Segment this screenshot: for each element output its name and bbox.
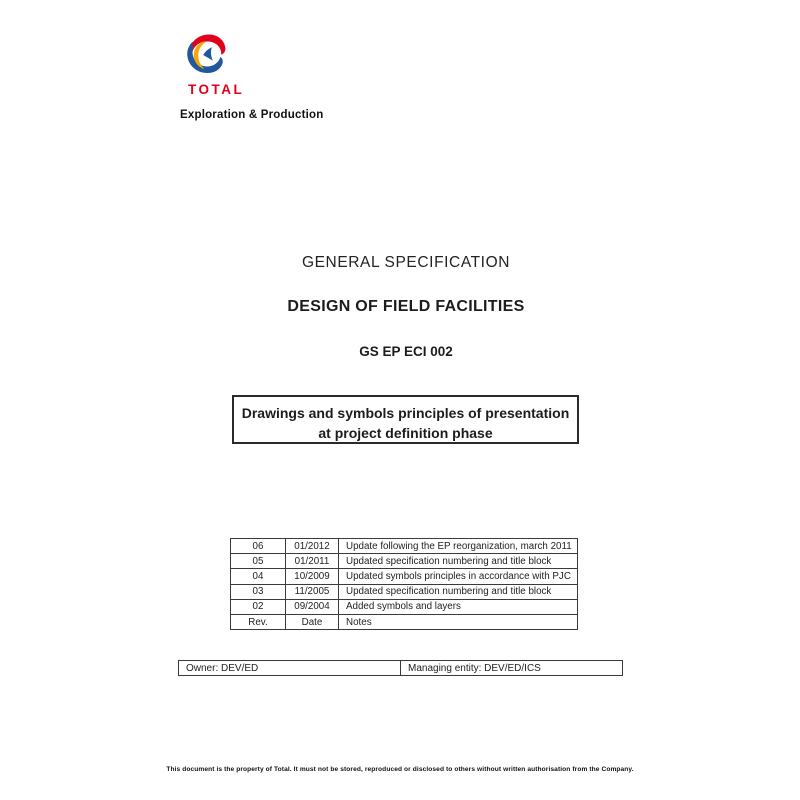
total-logo [180, 32, 340, 121]
general-specification-heading: GENERAL SPECIFICATION [301, 254, 511, 271]
table-header-row [231, 614, 578, 629]
date-cell: 01/2011 [286, 554, 339, 569]
date-cell: 09/2004 [286, 599, 339, 614]
table-row [231, 569, 578, 584]
document-number: GS EP ECI 002 [359, 344, 453, 359]
rev-cell: 03 [231, 584, 286, 599]
subject-title-box [232, 395, 579, 444]
revision-table [230, 538, 578, 630]
notes-cell: Updated specification numbering and title block [339, 554, 578, 569]
subject-line-2: at project definition phase [318, 425, 493, 441]
total-globe-icon [186, 32, 227, 78]
managing-entity-cell: Managing entity: DEV/ED/ICS [401, 661, 623, 676]
ownership-bar [178, 660, 623, 676]
discipline-heading: DESIGN OF FIELD FACILITIES [287, 298, 525, 315]
rev-cell: 02 [231, 599, 286, 614]
ownership-row [179, 661, 623, 676]
date-cell: 11/2005 [286, 584, 339, 599]
table-row [231, 599, 578, 614]
date-header-cell: Date [286, 614, 339, 629]
rev-cell: 06 [231, 539, 286, 554]
total-wordmark: TOTAL [188, 82, 245, 97]
owner-cell: Owner: DEV/ED [179, 661, 401, 676]
property-notice: This document is the property of Total. It must not be stored, reproduced or disclosed to others without written authorisation from the Company. [166, 766, 634, 773]
subject-line-1: Drawings and symbols principles of presentation [241, 405, 570, 421]
notes-cell: Update following the EP reorganization, march 2011 [339, 539, 578, 554]
date-cell: 01/2012 [286, 539, 339, 554]
division-label: Exploration & Production [180, 109, 324, 121]
rev-header-cell: Rev. [231, 614, 286, 629]
notes-cell: Updated specification numbering and title block [339, 584, 578, 599]
table-row [231, 554, 578, 569]
rev-cell: 05 [231, 554, 286, 569]
date-cell: 10/2009 [286, 569, 339, 584]
rev-cell: 04 [231, 569, 286, 584]
notes-cell: Added symbols and layers [339, 599, 578, 614]
notes-cell: Updated symbols principles in accordance with PJC [339, 569, 578, 584]
notes-header-cell: Notes [339, 614, 578, 629]
table-row [231, 584, 578, 599]
table-row [231, 539, 578, 554]
